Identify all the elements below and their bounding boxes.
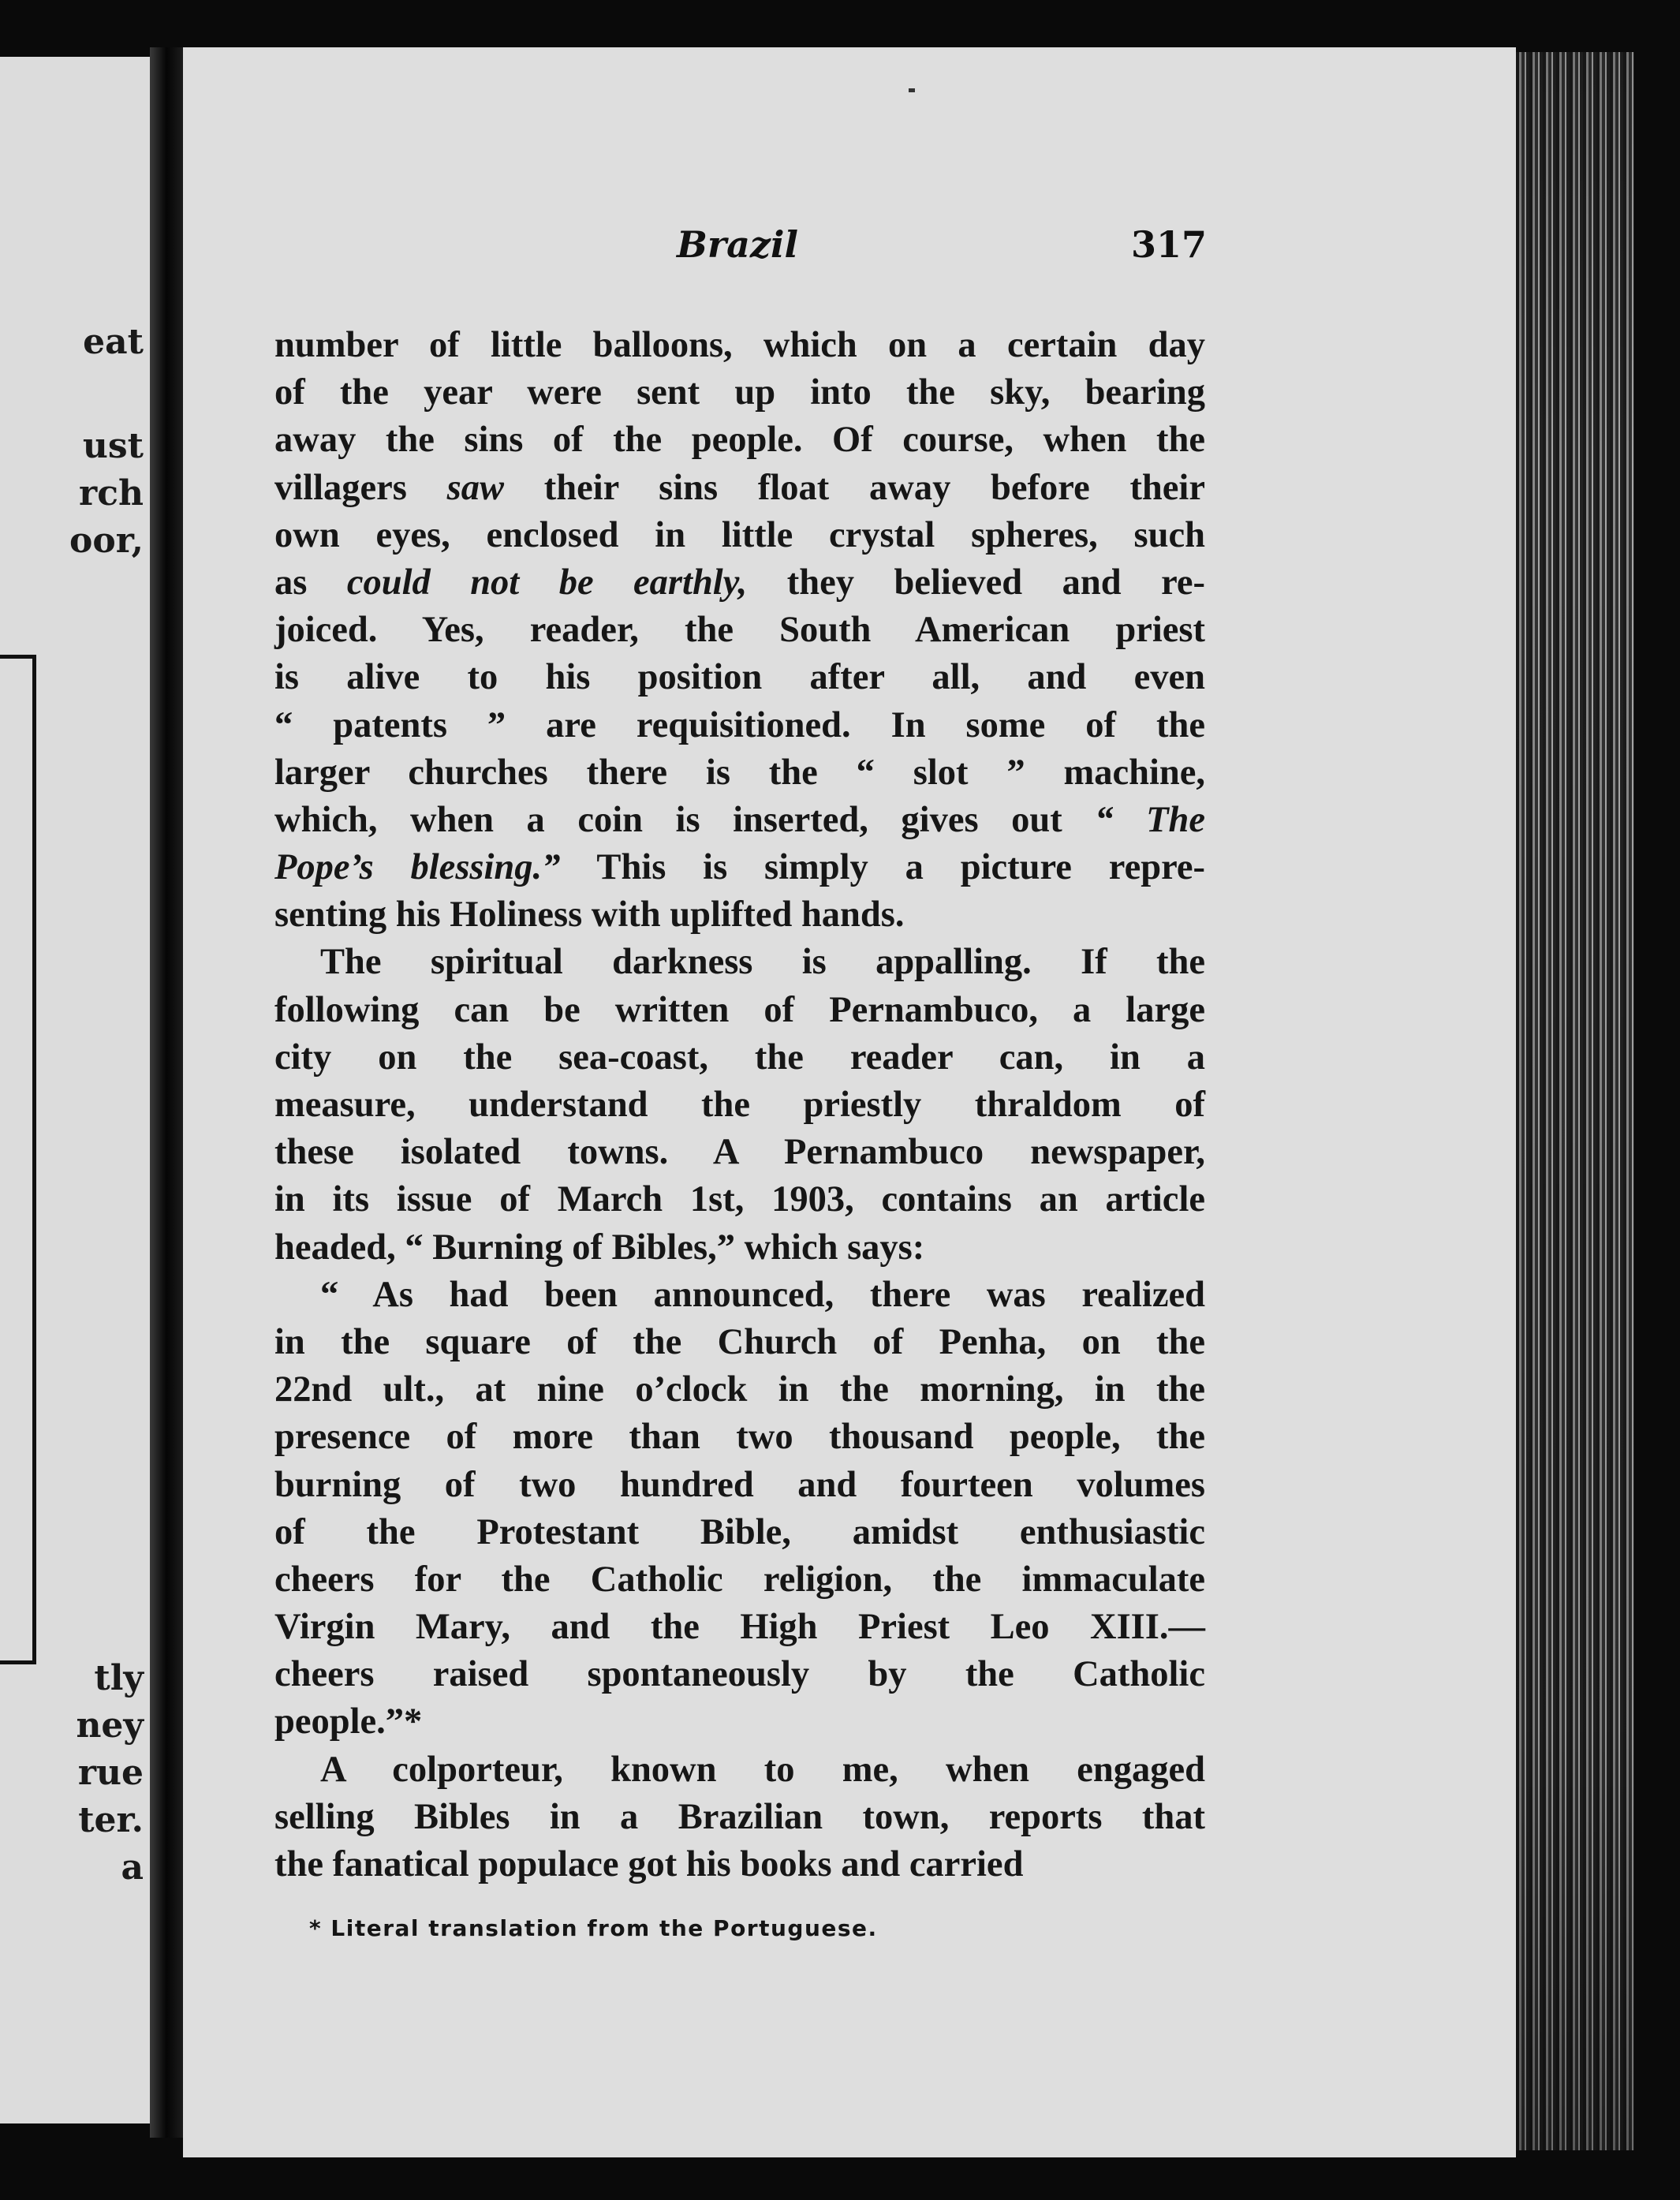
printing-mark <box>909 88 915 92</box>
facing-page-fragment: eat <box>83 322 144 362</box>
facing-page-fragment: ney <box>76 1705 144 1746</box>
text-run: “ As had been announced, there was realized <box>320 1274 1205 1315</box>
facing-page-fragment: rch <box>79 473 144 514</box>
text-line <box>274 1224 1205 1272</box>
text-line <box>274 512 1205 559</box>
italic-phrase: “ The <box>1095 799 1205 840</box>
facing-page-fragment: ter. <box>78 1800 144 1840</box>
text-run: their sins float away before their <box>504 467 1205 508</box>
text-line <box>274 1129 1205 1176</box>
footnote: * Literal translation from the Portuguese. <box>309 1915 878 1941</box>
text-line <box>274 1414 1205 1461</box>
text-run: cheers for the Catholic religion, the immaculate <box>274 1559 1205 1600</box>
running-head <box>268 223 1207 271</box>
text-run: these isolated towns. A Pernambuco newspaper, <box>274 1132 1205 1173</box>
book-gutter-shadow <box>150 47 183 2138</box>
text-run: is alive to his position after all, and even <box>274 657 1205 698</box>
facing-page-fragment: rue <box>77 1753 144 1793</box>
text-run: A colporteur, known to me, when engaged <box>320 1749 1205 1790</box>
text-line <box>274 1366 1205 1414</box>
text-line <box>274 1272 1205 1319</box>
text-line <box>274 369 1205 416</box>
facing-page-fragment: tly <box>94 1658 144 1698</box>
text-line <box>274 607 1205 654</box>
text-run: city on the sea-coast, the reader can, in a <box>274 1037 1205 1078</box>
text-line <box>274 1176 1205 1223</box>
text-run: number of little balloons, which on a certain day <box>274 325 1205 365</box>
text-line <box>274 702 1205 749</box>
text-run: “ patents ” are requisitioned. In some of the <box>274 704 1205 745</box>
text-run: which, when a coin is inserted, gives out <box>274 799 1096 840</box>
text-line <box>274 654 1205 701</box>
text-run: selling Bibles in a Brazilian town, reports that <box>274 1796 1205 1837</box>
text-line <box>274 797 1205 844</box>
text-line <box>274 1651 1205 1698</box>
text-run: presence of more than two thousand people, the <box>274 1417 1205 1458</box>
text-run: in its issue of March 1st, 1903, contains an article <box>274 1179 1205 1220</box>
text-run: away the sins of the people. Of course, when the <box>274 420 1205 461</box>
text-line <box>274 1319 1205 1366</box>
text-run: of the Protestant Bible, amidst enthusiastic <box>274 1511 1205 1552</box>
text-run: villagers <box>274 467 447 508</box>
text-run: following can be written of Pernambuco, a large <box>274 989 1205 1030</box>
text-run: they believed and re- <box>747 562 1205 603</box>
text-line <box>274 1034 1205 1081</box>
text-run: people.”* <box>274 1701 423 1742</box>
text-line <box>274 1794 1205 1841</box>
text-line <box>274 1841 1205 1888</box>
text-run: the fanatical populace got his books and carried <box>274 1844 1024 1884</box>
text-run: 22nd ult., at nine o’clock in the morning, in the <box>274 1369 1205 1410</box>
text-line <box>274 844 1205 891</box>
page-edge-shading <box>1516 52 1634 2150</box>
text-run: larger churches there is the “ slot ” machine, <box>274 752 1205 793</box>
italic-phrase: saw <box>446 467 504 508</box>
text-run: joiced. Yes, reader, the South American priest <box>274 610 1205 651</box>
text-line <box>274 1556 1205 1604</box>
text-run: senting his Holiness with uplifted hands. <box>274 895 905 936</box>
text-run: burning of two hundred and fourteen volumes <box>274 1464 1205 1505</box>
italic-phrase: could not be earthly, <box>346 562 748 603</box>
text-line <box>274 1509 1205 1556</box>
text-run: of the year were sent up into the sky, bearing <box>274 372 1205 413</box>
text-run: Virgin Mary, and the High Priest Leo XIII.— <box>274 1607 1205 1648</box>
facing-page-fragment: oor, <box>69 521 144 561</box>
text-line <box>274 1081 1205 1129</box>
text-line <box>274 1462 1205 1509</box>
text-run: This is simply a picture repre- <box>560 847 1205 888</box>
facing-page-left <box>0 57 150 2123</box>
facing-page-box-border <box>0 655 36 1664</box>
text-line <box>274 891 1205 939</box>
text-line <box>274 559 1205 607</box>
page-number: 317 <box>1130 223 1207 266</box>
facing-page-fragment: a <box>121 1847 144 1888</box>
text-run: own eyes, enclosed in little crystal spheres, such <box>274 514 1205 555</box>
text-line <box>274 749 1205 797</box>
running-title: Brazil <box>677 223 798 266</box>
text-line <box>274 987 1205 1034</box>
text-line <box>274 465 1205 512</box>
text-run: in the square of the Church of Penha, on the <box>274 1321 1205 1362</box>
text-run: cheers raised spontaneously by the Catholic <box>274 1654 1205 1695</box>
text-run: measure, understand the priestly thraldom of <box>274 1085 1205 1125</box>
text-line <box>274 1604 1205 1651</box>
text-line <box>274 1746 1205 1794</box>
text-run: headed, “ Burning of Bibles,” which says: <box>274 1227 925 1268</box>
text-line <box>274 416 1205 464</box>
italic-phrase: Pope’s blessing.” <box>274 847 561 888</box>
text-run: as <box>274 562 347 603</box>
facing-page-fragment: ust <box>82 426 144 466</box>
text-line <box>274 322 1205 369</box>
body-text <box>274 322 1205 1888</box>
text-run: The spiritual darkness is appalling. If the <box>320 942 1205 983</box>
text-line <box>274 1698 1205 1746</box>
text-line <box>274 939 1205 986</box>
